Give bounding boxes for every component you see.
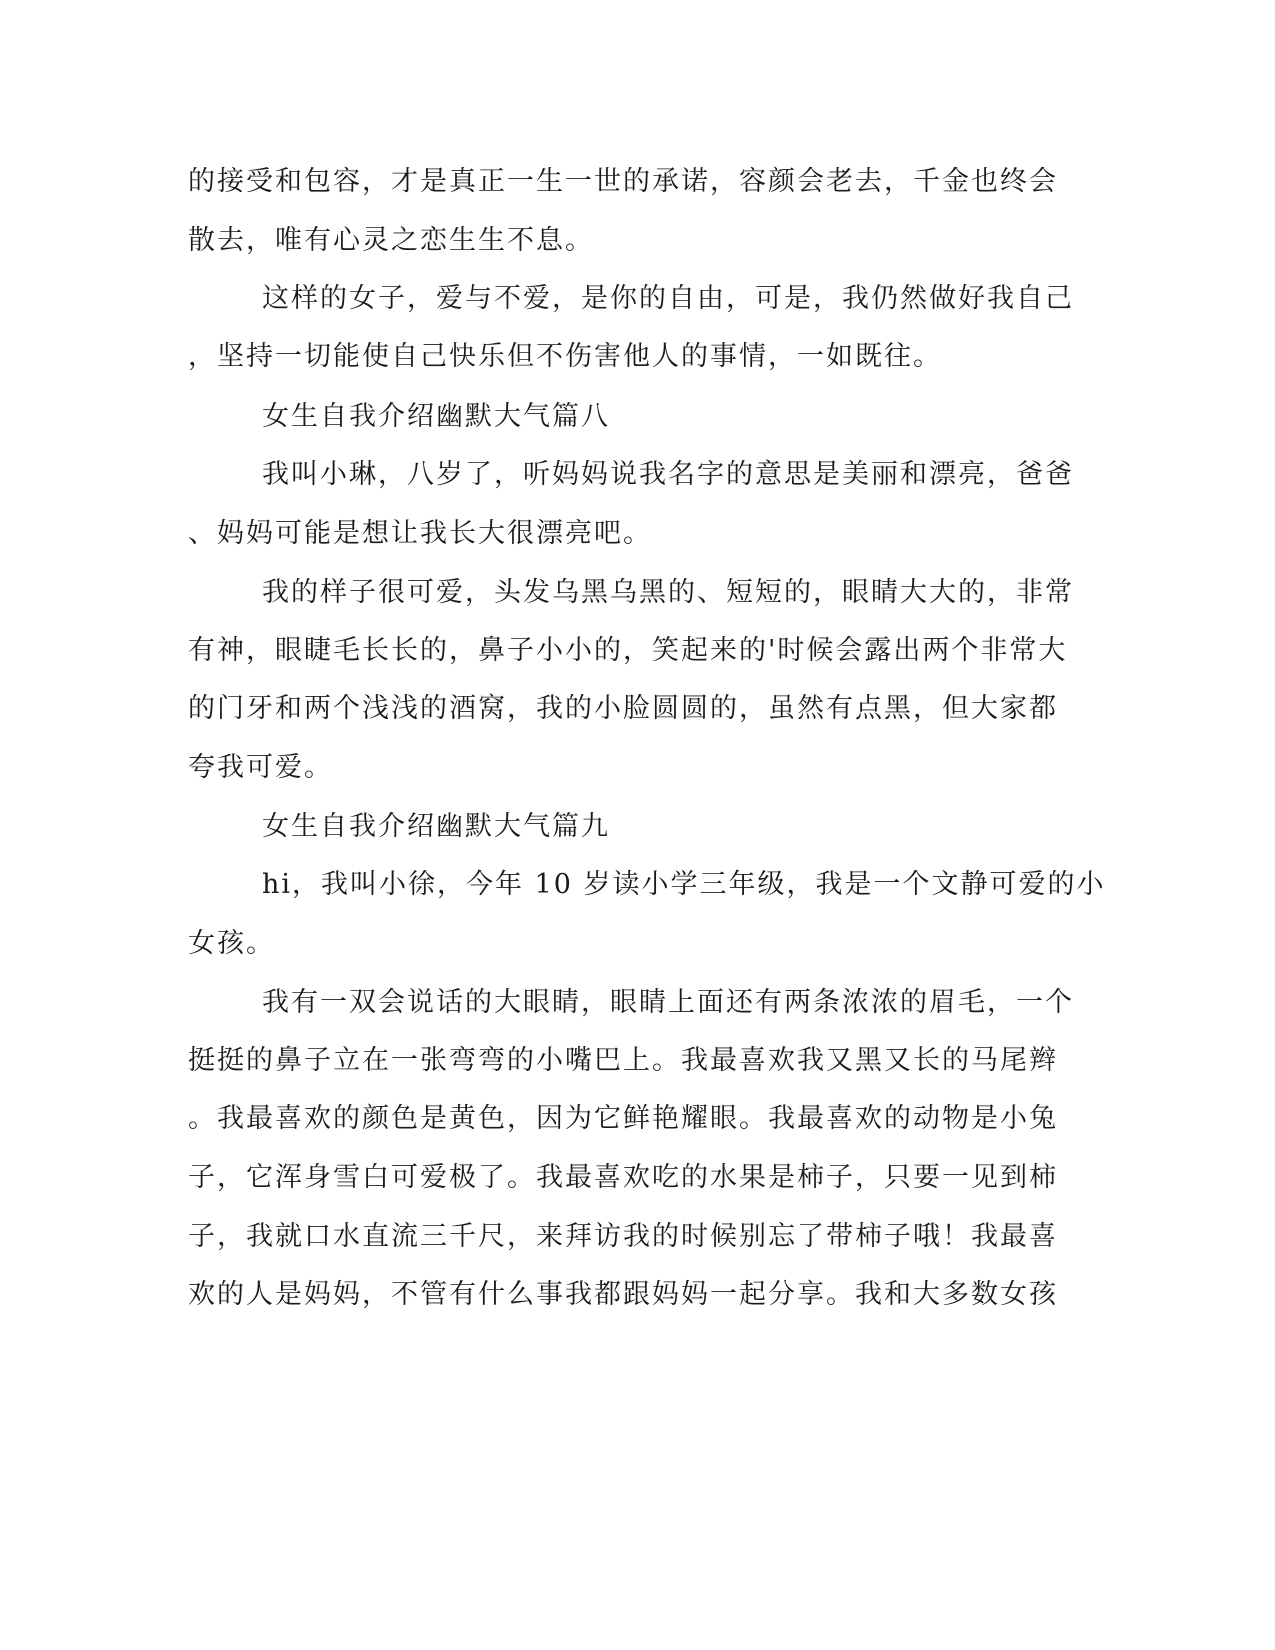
- paragraph-line: 的接受和包容，才是真正一生一世的承诺，容颜会老去，千金也终会: [188, 166, 1058, 197]
- paragraph-line: 有神，眼睫毛长长的，鼻子小小的，笑起来的'时候会露出两个非常大: [188, 635, 1068, 666]
- paragraph-line: 。我最喜欢的颜色是黄色，因为它鲜艳耀眼。我最喜欢的动物是小兔: [188, 1103, 1058, 1134]
- paragraph-line: 女孩。: [188, 928, 275, 959]
- paragraph-line: 、妈妈可能是想让我长大很漂亮吧。: [188, 518, 652, 549]
- paragraph-line: 挺挺的鼻子立在一张弯弯的小嘴巴上。我最喜欢我又黑又长的马尾辫: [188, 1045, 1058, 1076]
- paragraph-line: 我有一双会说话的大眼睛，眼睛上面还有两条浓浓的眉毛，一个: [262, 987, 1074, 1018]
- paragraph-line: hi，我叫小徐，今年 10 岁读小学三年级，我是一个文静可爱的小: [262, 869, 1106, 900]
- paragraph-line: ，坚持一切能使自己快乐但不伤害他人的事情，一如既往。: [188, 341, 942, 372]
- paragraph-line: 散去，唯有心灵之恋生生不息。: [188, 225, 594, 256]
- paragraph-line: 我叫小琳，八岁了，听妈妈说我名字的意思是美丽和漂亮，爸爸: [262, 459, 1074, 490]
- paragraph-line: 我的样子很可爱，头发乌黑乌黑的、短短的，眼睛大大的，非常: [262, 577, 1074, 608]
- section-heading: 女生自我介绍幽默大气篇八: [262, 401, 610, 432]
- paragraph-line: 夸我可爱。: [188, 752, 333, 783]
- paragraph-line: 的门牙和两个浅浅的酒窝，我的小脸圆圆的，虽然有点黑，但大家都: [188, 693, 1058, 724]
- paragraph-line: 这样的女子，爱与不爱，是你的自由，可是，我仍然做好我自己: [262, 283, 1074, 314]
- paragraph-line: 欢的人是妈妈，不管有什么事我都跟妈妈一起分享。我和大多数女孩: [188, 1279, 1058, 1310]
- paragraph-line: 子，我就口水直流三千尺，来拜访我的时候别忘了带柿子哦！我最喜: [188, 1221, 1058, 1252]
- paragraph-line: 子，它浑身雪白可爱极了。我最喜欢吃的水果是柿子，只要一见到柿: [188, 1162, 1058, 1193]
- section-heading: 女生自我介绍幽默大气篇九: [262, 811, 610, 842]
